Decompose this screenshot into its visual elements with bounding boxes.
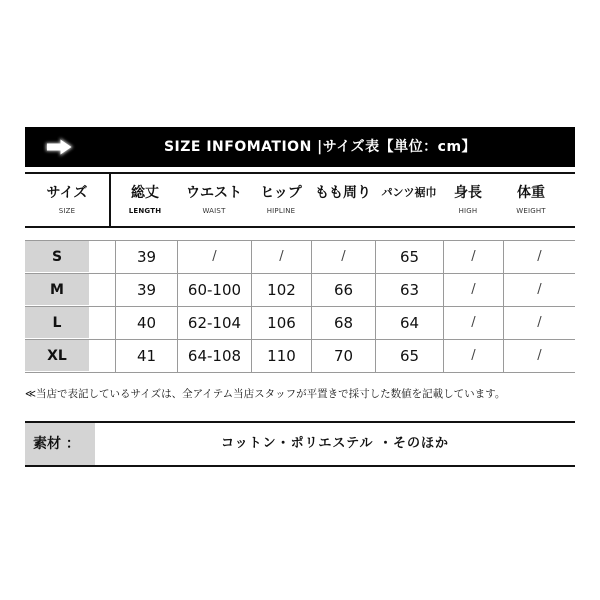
header-size-en: SIZE — [58, 207, 76, 215]
header-weight — [501, 174, 561, 226]
header-length — [115, 174, 175, 226]
hip-cell: 110 — [251, 340, 311, 372]
weight-cell: / — [503, 340, 575, 372]
title-bar — [25, 127, 575, 167]
length-cell: 41 — [115, 340, 177, 372]
thigh-cell: 68 — [311, 307, 375, 339]
table-row — [25, 307, 575, 340]
header-height — [443, 174, 493, 226]
header-waist-en: WAIST — [202, 207, 226, 215]
header-weight-en: WEIGHT — [516, 207, 546, 215]
hem-cell: 64 — [375, 307, 443, 339]
hip-cell: 102 — [251, 274, 311, 306]
header-height-en: HIGH — [458, 207, 478, 215]
header-waist — [177, 174, 251, 226]
size-cell: M — [25, 274, 89, 306]
hip-cell: / — [251, 241, 311, 273]
size-cell: L — [25, 307, 89, 339]
hem-cell: 63 — [375, 274, 443, 306]
header-length-en: LENGTH — [128, 207, 162, 215]
header-hip — [251, 174, 311, 226]
table-row — [25, 240, 575, 274]
size-cell: XL — [25, 340, 89, 372]
size-table — [25, 240, 575, 373]
material-value: コットン・ポリエステル ・そのほか — [220, 436, 450, 451]
height-cell: / — [443, 274, 503, 306]
header-waist-jp: ウエスト — [186, 185, 242, 201]
waist-cell: 64-108 — [177, 340, 251, 372]
waist-cell: 62-104 — [177, 307, 251, 339]
weight-cell: / — [503, 307, 575, 339]
hem-cell: 65 — [375, 340, 443, 372]
height-cell: / — [443, 307, 503, 339]
header-hip-en: HIPLINE — [266, 207, 296, 215]
length-cell: 39 — [115, 274, 177, 306]
header-length-jp: 総丈 — [131, 185, 159, 201]
header-size — [25, 174, 111, 226]
material-row — [25, 421, 575, 467]
size-cell: S — [25, 241, 89, 273]
thigh-cell: 70 — [311, 340, 375, 372]
waist-cell: / — [177, 241, 251, 273]
height-cell: / — [443, 241, 503, 273]
header-hem-jp: パンツ裾巾 — [381, 186, 437, 199]
table-row — [25, 274, 575, 307]
header-thigh — [311, 174, 375, 226]
header-hip-jp: ヒップ — [260, 185, 302, 201]
table-row — [25, 340, 575, 373]
weight-cell: / — [503, 274, 575, 306]
waist-cell: 60-100 — [177, 274, 251, 306]
length-cell: 40 — [115, 307, 177, 339]
hip-cell: 106 — [251, 307, 311, 339]
page-title: SIZE INFOMATION |サイズ表【単位：cm】 — [163, 139, 477, 155]
header-hem — [375, 174, 443, 226]
header-height-jp: 身長 — [454, 185, 482, 201]
thigh-cell: / — [311, 241, 375, 273]
thigh-cell: 66 — [311, 274, 375, 306]
table-header — [25, 172, 575, 228]
hem-cell: 65 — [375, 241, 443, 273]
header-thigh-jp: もも周り — [315, 185, 371, 201]
header-weight-jp: 体重 — [517, 185, 545, 201]
weight-cell: / — [503, 241, 575, 273]
header-size-jp: サイズ — [46, 185, 88, 201]
length-cell: 39 — [115, 241, 177, 273]
measurement-note: ≪当店で表記しているサイズは、全アイテム当店スタッフが平置きで採寸した数値を記載しています。 — [25, 388, 506, 400]
height-cell: / — [443, 340, 503, 372]
material-label: 素材 ： — [25, 423, 95, 465]
